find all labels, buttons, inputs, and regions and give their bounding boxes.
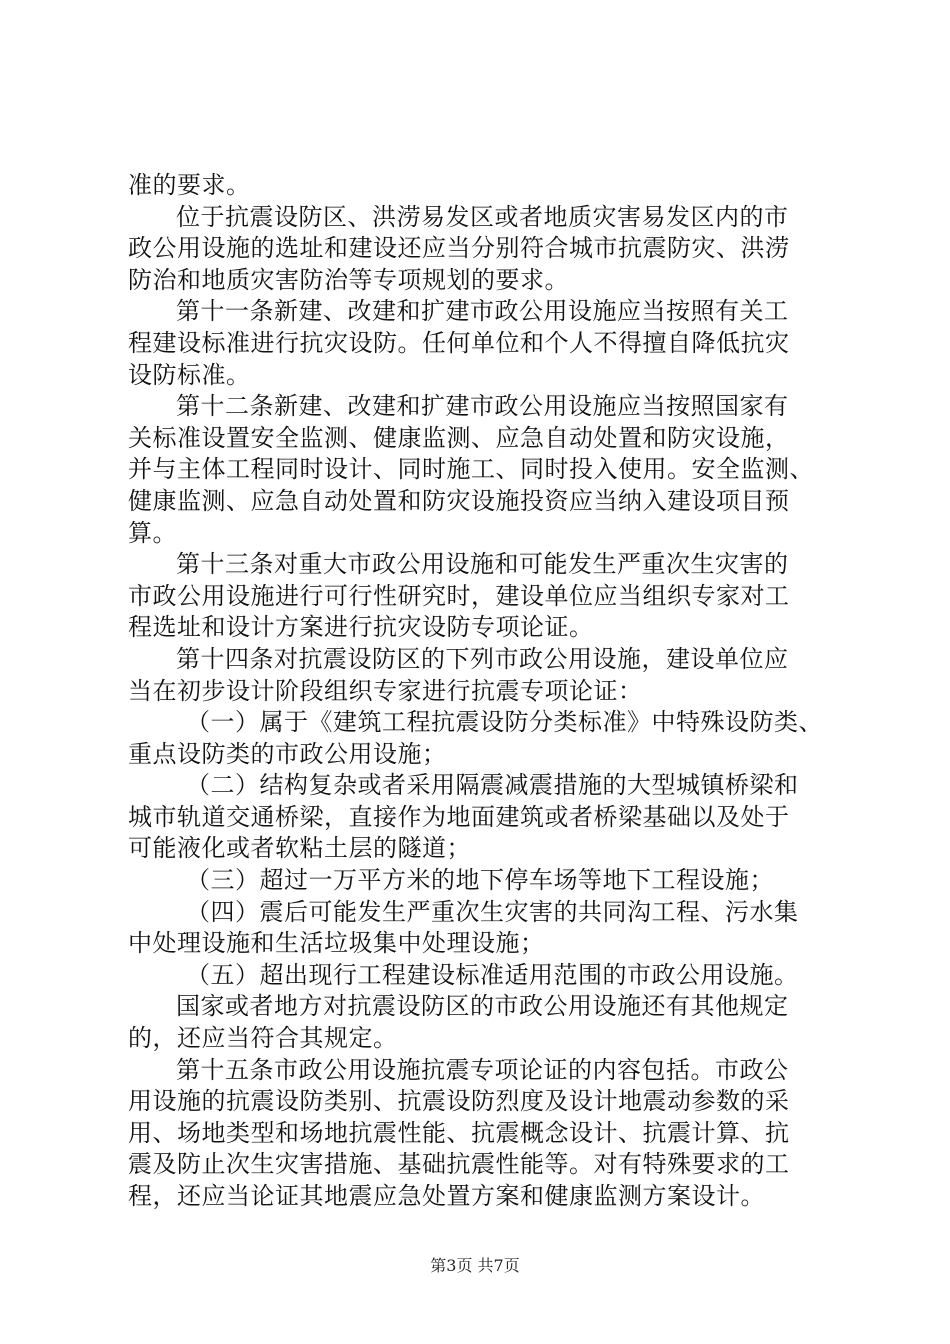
text-line: 程，还应当论证其地震应急处置方案和健康监测方案设计。 [128,1182,765,1210]
text-line: 第十五条市政公用设施抗震专项论证的内容包括。市政公 [176,1055,789,1084]
text-line: 用、场地类型和场地抗震性能、抗震概念设计、抗震计算、抗 [128,1118,790,1147]
text-line: 程选址和设计方案进行抗灾设防专项论证。 [128,613,594,642]
text-line: 关标准设置安全监测、健康监测、应急自动处置和防灾设施， [128,423,790,452]
text-line: 震及防止次生灾害措施、基础抗震性能等。对有特殊要求的工 [128,1150,790,1179]
text-line: （四）震后可能发生严重次生灾害的共同沟工程、污水集 [186,897,799,926]
text-line: 第十四条对抗震设防区的下列市政公用设施，建设单位应 [176,644,789,673]
text-line: 准的要求。 [128,171,251,199]
text-line: （一）属于《建筑工程抗震设防分类标准》中特殊设防类、 [186,708,823,737]
text-line: 用设施的抗震设防类别、抗震设防烈度及设计地震动参数的采 [128,1087,790,1116]
text-line: 算。 [128,518,177,547]
text-line: 第十三条对重大市政公用设施和可能发生严重次生灾害的 [176,550,789,579]
text-line: 第十一条新建、改建和扩建市政公用设施应当按照有关工 [176,297,789,326]
text-line: 当在初步设计阶段组织专家进行抗震专项论证： [128,676,643,705]
page-number-footer: 第3页 共7页 [430,1256,520,1275]
text-line: 政公用设施的选址和建设还应当分别符合城市抗震防灾、洪涝 [128,234,790,263]
text-line: （二）结构复杂或者采用隔震减震措施的大型城镇桥梁和 [186,771,799,800]
text-line: 城市轨道交通桥梁，直接作为地面建筑或者桥梁基础以及处于 [128,802,790,831]
text-line: 程建设标准进行抗灾设防。任何单位和个人不得擅自降低抗灾 [128,328,790,357]
text-line: 国家或者地方对抗震设防区的市政公用设施还有其他规定 [176,992,789,1021]
text-line: 中处理设施和生活垃圾集中处理设施； [128,929,545,958]
text-line: 第十二条新建、改建和扩建市政公用设施应当按照国家有 [176,392,789,421]
document-body [128,170,832,1213]
text-line: 可能液化或者软粘土层的隧道； [128,834,471,863]
text-line: 位于抗震设防区、洪涝易发区或者地质灾害易发区内的市 [176,202,789,231]
text-line: 防治和地质灾害防治等专项规划的要求。 [128,265,569,294]
text-line: 的，还应当符合其规定。 [128,1024,398,1053]
text-line: 重点设防类的市政公用设施； [128,739,447,768]
text-line: 并与主体工程同时设计、同时施工、同时投入使用。安全监测、 [128,455,814,484]
text-line: （五）超出现行工程建设标准适用范围的市政公用设施。 [186,960,799,989]
text-line: 市政公用设施进行可行性研究时，建设单位应当组织专家对工 [128,581,790,610]
text-line: （三）超过一万平方米的地下停车场等地下工程设施； [186,866,774,895]
text-line: 健康监测、应急自动处置和防灾设施投资应当纳入建设项目预 [128,486,790,515]
text-line: 设防标准。 [128,360,251,389]
